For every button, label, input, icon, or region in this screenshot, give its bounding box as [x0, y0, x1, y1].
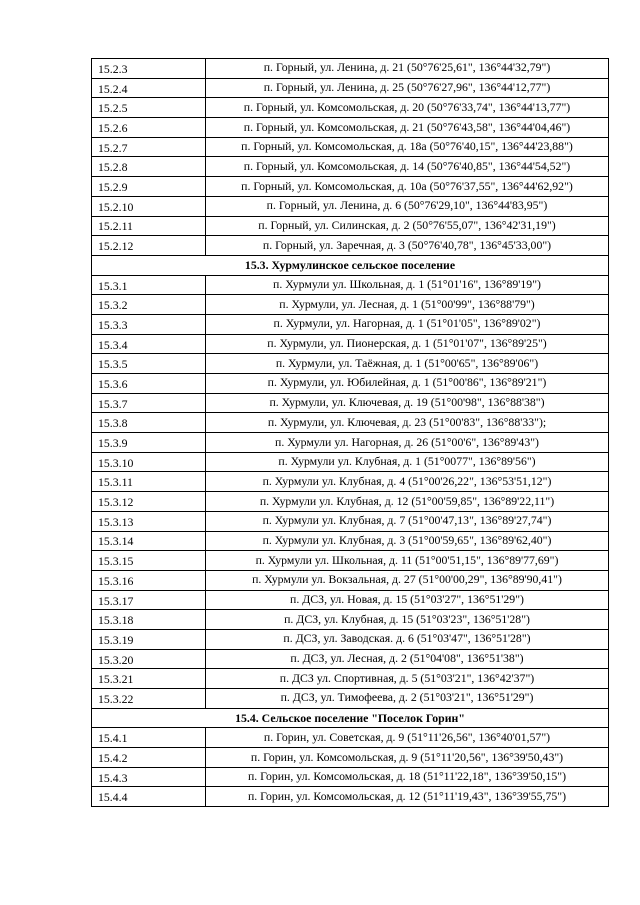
item-number: 15.2.9 — [92, 177, 206, 197]
item-number: 15.3.19 — [92, 629, 206, 649]
address-coordinates: п. Горный, ул. Комсомольская, д. 20 (50°76'33,74", 136°44'13,77") — [206, 98, 609, 118]
item-number: 15.2.10 — [92, 196, 206, 216]
item-number: 15.3.14 — [92, 531, 206, 551]
item-number: 15.3.6 — [92, 374, 206, 394]
table-row — [92, 570, 609, 590]
table-row — [92, 728, 609, 748]
item-number: 15.3.20 — [92, 649, 206, 669]
address-coordinates: п. Хурмули ул. Клубная, д. 4 (51°00'26,22", 136°53'51,12") — [206, 472, 609, 492]
table-row — [92, 236, 609, 256]
table-row — [92, 590, 609, 610]
table-row — [92, 295, 609, 315]
table-row — [92, 629, 609, 649]
table-row — [92, 177, 609, 197]
address-coordinates: п. ДСЗ, ул. Клубная, д. 15 (51°03'23", 136°51'28") — [206, 610, 609, 630]
item-number: 15.2.6 — [92, 118, 206, 138]
item-number: 15.3.21 — [92, 669, 206, 689]
address-coordinates: п. Хурмули, ул. Нагорная, д. 1 (51°01'05", 136°89'02") — [206, 314, 609, 334]
address-coordinates: п. Горный, ул. Ленина, д. 21 (50°76'25,61", 136°44'32,79") — [206, 59, 609, 79]
table-row — [92, 551, 609, 571]
item-number: 15.2.7 — [92, 137, 206, 157]
item-number: 15.2.5 — [92, 98, 206, 118]
table-row — [92, 374, 609, 394]
table-row — [92, 314, 609, 334]
item-number: 15.3.17 — [92, 590, 206, 610]
item-number: 15.3.8 — [92, 413, 206, 433]
item-number: 15.3.11 — [92, 472, 206, 492]
item-number: 15.3.18 — [92, 610, 206, 630]
address-coordinates: п. Хурмули ул. Школьная, д. 1 (51°01'16", 136°89'19") — [206, 275, 609, 295]
table-row — [92, 492, 609, 512]
section-title: 15.4. Сельское поселение "Поселок Горин" — [92, 708, 609, 728]
item-number: 15.3.1 — [92, 275, 206, 295]
address-coordinates: п. Хурмули ул. Клубная, д. 1 (51°0077", 136°89'56") — [206, 452, 609, 472]
address-coordinates: п. Горный, ул. Комсомольская, д. 21 (50°76'43,58", 136°44'04,46") — [206, 118, 609, 138]
locations-table-body — [92, 59, 609, 807]
address-coordinates: п. Горный, ул. Заречная, д. 3 (50°76'40,78", 136°45'33,00") — [206, 236, 609, 256]
address-coordinates: п. Горный, ул. Комсомольская, д. 14 (50°76'40,85", 136°44'54,52") — [206, 157, 609, 177]
address-coordinates: п. Горный, ул. Ленина, д. 6 (50°76'29,10", 136°44'83,95") — [206, 196, 609, 216]
table-row — [92, 275, 609, 295]
item-number: 15.3.7 — [92, 393, 206, 413]
address-coordinates: п. ДСЗ, ул. Новая, д. 15 (51°03'27", 136°51'29") — [206, 590, 609, 610]
item-number: 15.3.10 — [92, 452, 206, 472]
table-row — [92, 472, 609, 492]
address-coordinates: п. ДСЗ, ул. Заводская. д. 6 (51°03'47", 136°51'28") — [206, 629, 609, 649]
item-number: 15.4.3 — [92, 767, 206, 787]
address-coordinates: п. Хурмули, ул. Пионерская, д. 1 (51°01'07", 136°89'25") — [206, 334, 609, 354]
item-number: 15.4.2 — [92, 748, 206, 768]
item-number: 15.2.11 — [92, 216, 206, 236]
item-number: 15.3.16 — [92, 570, 206, 590]
table-row — [92, 413, 609, 433]
table-row — [92, 393, 609, 413]
item-number: 15.2.3 — [92, 59, 206, 79]
table-row — [92, 610, 609, 630]
item-number: 15.3.5 — [92, 354, 206, 374]
item-number: 15.3.9 — [92, 433, 206, 453]
table-row — [92, 649, 609, 669]
table-row — [92, 531, 609, 551]
address-coordinates: п. Хурмули, ул. Таёжная, д. 1 (51°00'65", 136°89'06") — [206, 354, 609, 374]
address-coordinates: п. Хурмули ул. Клубная, д. 12 (51°00'59,85", 136°89'22,11") — [206, 492, 609, 512]
table-row — [92, 118, 609, 138]
address-coordinates: п. Горный, ул. Силинская, д. 2 (50°76'55,07", 136°42'31,19") — [206, 216, 609, 236]
table-row — [92, 354, 609, 374]
item-number: 15.3.13 — [92, 511, 206, 531]
table-row — [92, 689, 609, 709]
item-number: 15.4.1 — [92, 728, 206, 748]
table-row — [92, 511, 609, 531]
table-row — [92, 334, 609, 354]
item-number: 15.2.12 — [92, 236, 206, 256]
address-coordinates: п. Хурмули ул. Вокзальная, д. 27 (51°00'00,29", 136°89'90,41") — [206, 570, 609, 590]
address-coordinates: п. Хурмули, ул. Юбилейная, д. 1 (51°00'86", 136°89'21") — [206, 374, 609, 394]
table-row — [92, 669, 609, 689]
table-row — [92, 216, 609, 236]
locations-table — [91, 58, 609, 807]
address-coordinates: п. ДСЗ, ул. Лесная, д. 2 (51°04'08", 136°51'38") — [206, 649, 609, 669]
address-coordinates: п. Хурмули ул. Нагорная, д. 26 (51°00'6", 136°89'43") — [206, 433, 609, 453]
item-number: 15.3.15 — [92, 551, 206, 571]
table-row — [92, 452, 609, 472]
item-number: 15.3.12 — [92, 492, 206, 512]
table-row — [92, 98, 609, 118]
address-coordinates: п. Горин, ул. Комсомольская, д. 18 (51°11'22,18", 136°39'50,15") — [206, 767, 609, 787]
item-number: 15.2.8 — [92, 157, 206, 177]
table-row — [92, 78, 609, 98]
table-row — [92, 157, 609, 177]
address-coordinates: п. ДСЗ, ул. Тимофеева, д. 2 (51°03'21", 136°51'29") — [206, 689, 609, 709]
item-number: 15.4.4 — [92, 787, 206, 807]
section-title: 15.3. Хурмулинское сельское поселение — [92, 255, 609, 275]
section-header-row — [92, 255, 609, 275]
address-coordinates: п. Хурмули ул. Школьная, д. 11 (51°00'51,15", 136°89'77,69") — [206, 551, 609, 571]
item-number: 15.3.4 — [92, 334, 206, 354]
section-header-row — [92, 708, 609, 728]
item-number: 15.3.22 — [92, 689, 206, 709]
address-coordinates: п. Горин, ул. Комсомольская, д. 12 (51°11'19,43", 136°39'55,75") — [206, 787, 609, 807]
table-row — [92, 787, 609, 807]
table-row — [92, 196, 609, 216]
address-coordinates: п. Горный, ул. Ленина, д. 25 (50°76'27,96", 136°44'12,77") — [206, 78, 609, 98]
address-coordinates: п. Хурмули ул. Клубная, д. 3 (51°00'59,65", 136°89'62,40") — [206, 531, 609, 551]
address-coordinates: п. Горин, ул. Комсомольская, д. 9 (51°11'20,56", 136°39'50,43") — [206, 748, 609, 768]
table-row — [92, 137, 609, 157]
item-number: 15.3.3 — [92, 314, 206, 334]
address-coordinates: п. Горин, ул. Советская, д. 9 (51°11'26,56", 136°40'01,57") — [206, 728, 609, 748]
table-row — [92, 748, 609, 768]
table-row — [92, 433, 609, 453]
address-coordinates: п. Хурмули ул. Клубная, д. 7 (51°00'47,13", 136°89'27,74") — [206, 511, 609, 531]
item-number: 15.2.4 — [92, 78, 206, 98]
address-coordinates: п. Хурмули, ул. Лесная, д. 1 (51°00'99", 136°88'79") — [206, 295, 609, 315]
table-row — [92, 767, 609, 787]
item-number: 15.3.2 — [92, 295, 206, 315]
address-coordinates: п. Горный, ул. Комсомольская, д. 18а (50°76'40,15", 136°44'23,88") — [206, 137, 609, 157]
address-coordinates: п. Хурмули, ул. Ключевая, д. 19 (51°00'98", 136°88'38") — [206, 393, 609, 413]
address-coordinates: п. Хурмули, ул. Ключевая, д. 23 (51°00'83", 136°88'33"); — [206, 413, 609, 433]
address-coordinates: п. ДСЗ ул. Спортивная, д. 5 (51°03'21", 136°42'37") — [206, 669, 609, 689]
address-coordinates: п. Горный, ул. Комсомольская, д. 10а (50°76'37,55", 136°44'62,92") — [206, 177, 609, 197]
table-row — [92, 59, 609, 79]
